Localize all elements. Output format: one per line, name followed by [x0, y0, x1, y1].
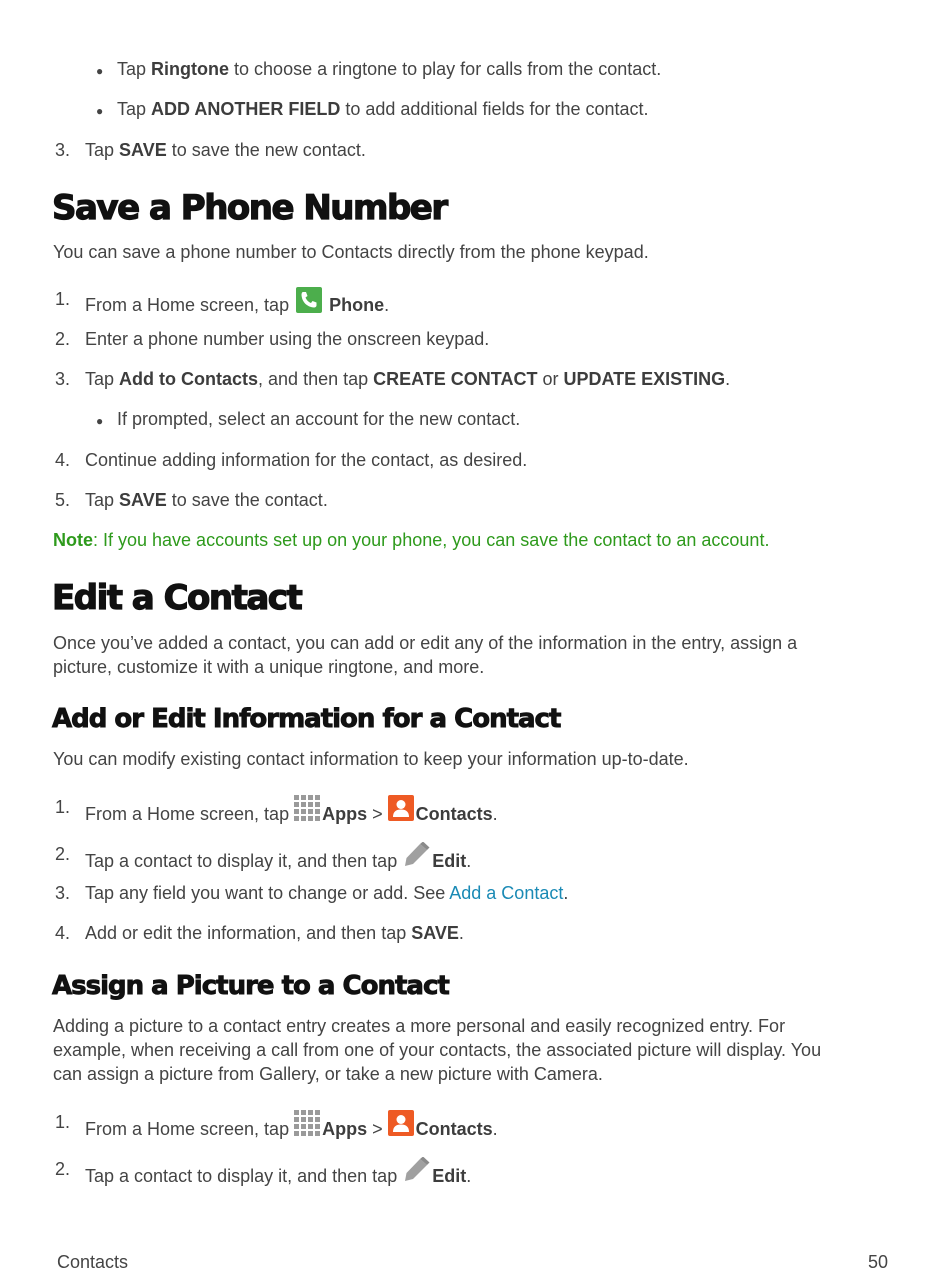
step-tap-edit: Tap a contact to display it, and then tap Edit. [85, 1157, 471, 1188]
step-number: 3. [55, 369, 71, 389]
step-add-to-contacts: Tap Add to Contacts, and then tap CREATE CONTACT or UPDATE EXISTING. [85, 369, 731, 389]
step-number: 3. [55, 140, 71, 160]
step-number: 2. [55, 844, 71, 864]
step-number: 1. [55, 797, 71, 817]
step-number: 5. [55, 490, 71, 510]
bullet: ● [96, 104, 104, 118]
step-change-field: Tap any field you want to change or add. See Add a Contact. [85, 883, 569, 903]
step-open-phone: From a Home screen, tap Phone. [85, 287, 389, 317]
step-open-contacts: From a Home screen, tap Apps > Contacts. [85, 1110, 498, 1141]
apps-grid-icon [294, 1110, 321, 1136]
step-continue-adding: Continue adding information for the contact, as desired. [85, 450, 528, 470]
step-save-contact: Tap SAVE to save the contact. [85, 490, 328, 510]
step-number: 2. [55, 1159, 71, 1179]
bullet-ringtone: Tap Ringtone to choose a ringtone to play for calls from the contact. [117, 59, 662, 79]
add-a-contact-link[interactable]: Add a Contact [449, 883, 564, 903]
bullet-add-field: Tap ADD ANOTHER FIELD to add additional fields for the contact. [117, 99, 649, 119]
step-number: 2. [55, 329, 71, 349]
bullet: ● [96, 64, 104, 78]
step-number: 3. [55, 883, 71, 903]
step-save-new-contact: Tap SAVE to save the new contact. [85, 140, 366, 160]
step-number: 4. [55, 450, 71, 470]
assign-picture-intro: Adding a picture to a contact entry creates a more personal and easily recognized entry. For example, when receiving a call from one of your contacts, the associated picture will display. You can assign a picture from Gallery, or take a new picture with Camera. [53, 1016, 822, 1084]
heading-assign-picture: Assign a Picture to a Contact [52, 971, 449, 1001]
step-add-edit-save: Add or edit the information, and then tap SAVE. [85, 923, 464, 943]
bullet-select-account: If prompted, select an account for the new contact. [117, 409, 521, 429]
note-label: Note [53, 530, 93, 550]
add-edit-intro: You can modify existing contact information to keep your information up-to-date. [53, 749, 689, 769]
step-number: 1. [55, 1112, 71, 1132]
note: Note: If you have accounts set up on your phone, you can save the contact to an account. [53, 530, 770, 550]
step-number: 4. [55, 923, 71, 943]
footer-page-number: 50 [868, 1252, 889, 1272]
footer-section: Contacts [57, 1252, 129, 1272]
pencil-icon [402, 1157, 430, 1183]
heading-edit-contact: Edit a Contact [52, 578, 302, 618]
step-open-contacts: From a Home screen, tap Apps > Contacts. [85, 795, 498, 826]
apps-grid-icon [294, 795, 321, 821]
step-enter-number: Enter a phone number using the onscreen keypad. [85, 329, 490, 349]
edit-contact-intro: Once you’ve added a contact, you can add or edit any of the information in the entry, assign a picture, customize it with a unique ringtone, and more. [53, 633, 798, 677]
step-number: 1. [55, 289, 71, 309]
save-phone-intro: You can save a phone number to Contacts directly from the phone keypad. [53, 242, 649, 262]
pencil-icon [402, 842, 430, 868]
heading-add-edit-information: Add or Edit Information for a Contact [52, 704, 561, 734]
phone-icon [296, 287, 322, 313]
heading-save-phone-number: Save a Phone Number [52, 188, 447, 228]
step-tap-edit: Tap a contact to display it, and then tap Edit. [85, 842, 471, 873]
contacts-icon [388, 1110, 414, 1136]
bullet: ● [96, 414, 104, 428]
contacts-icon [388, 795, 414, 821]
